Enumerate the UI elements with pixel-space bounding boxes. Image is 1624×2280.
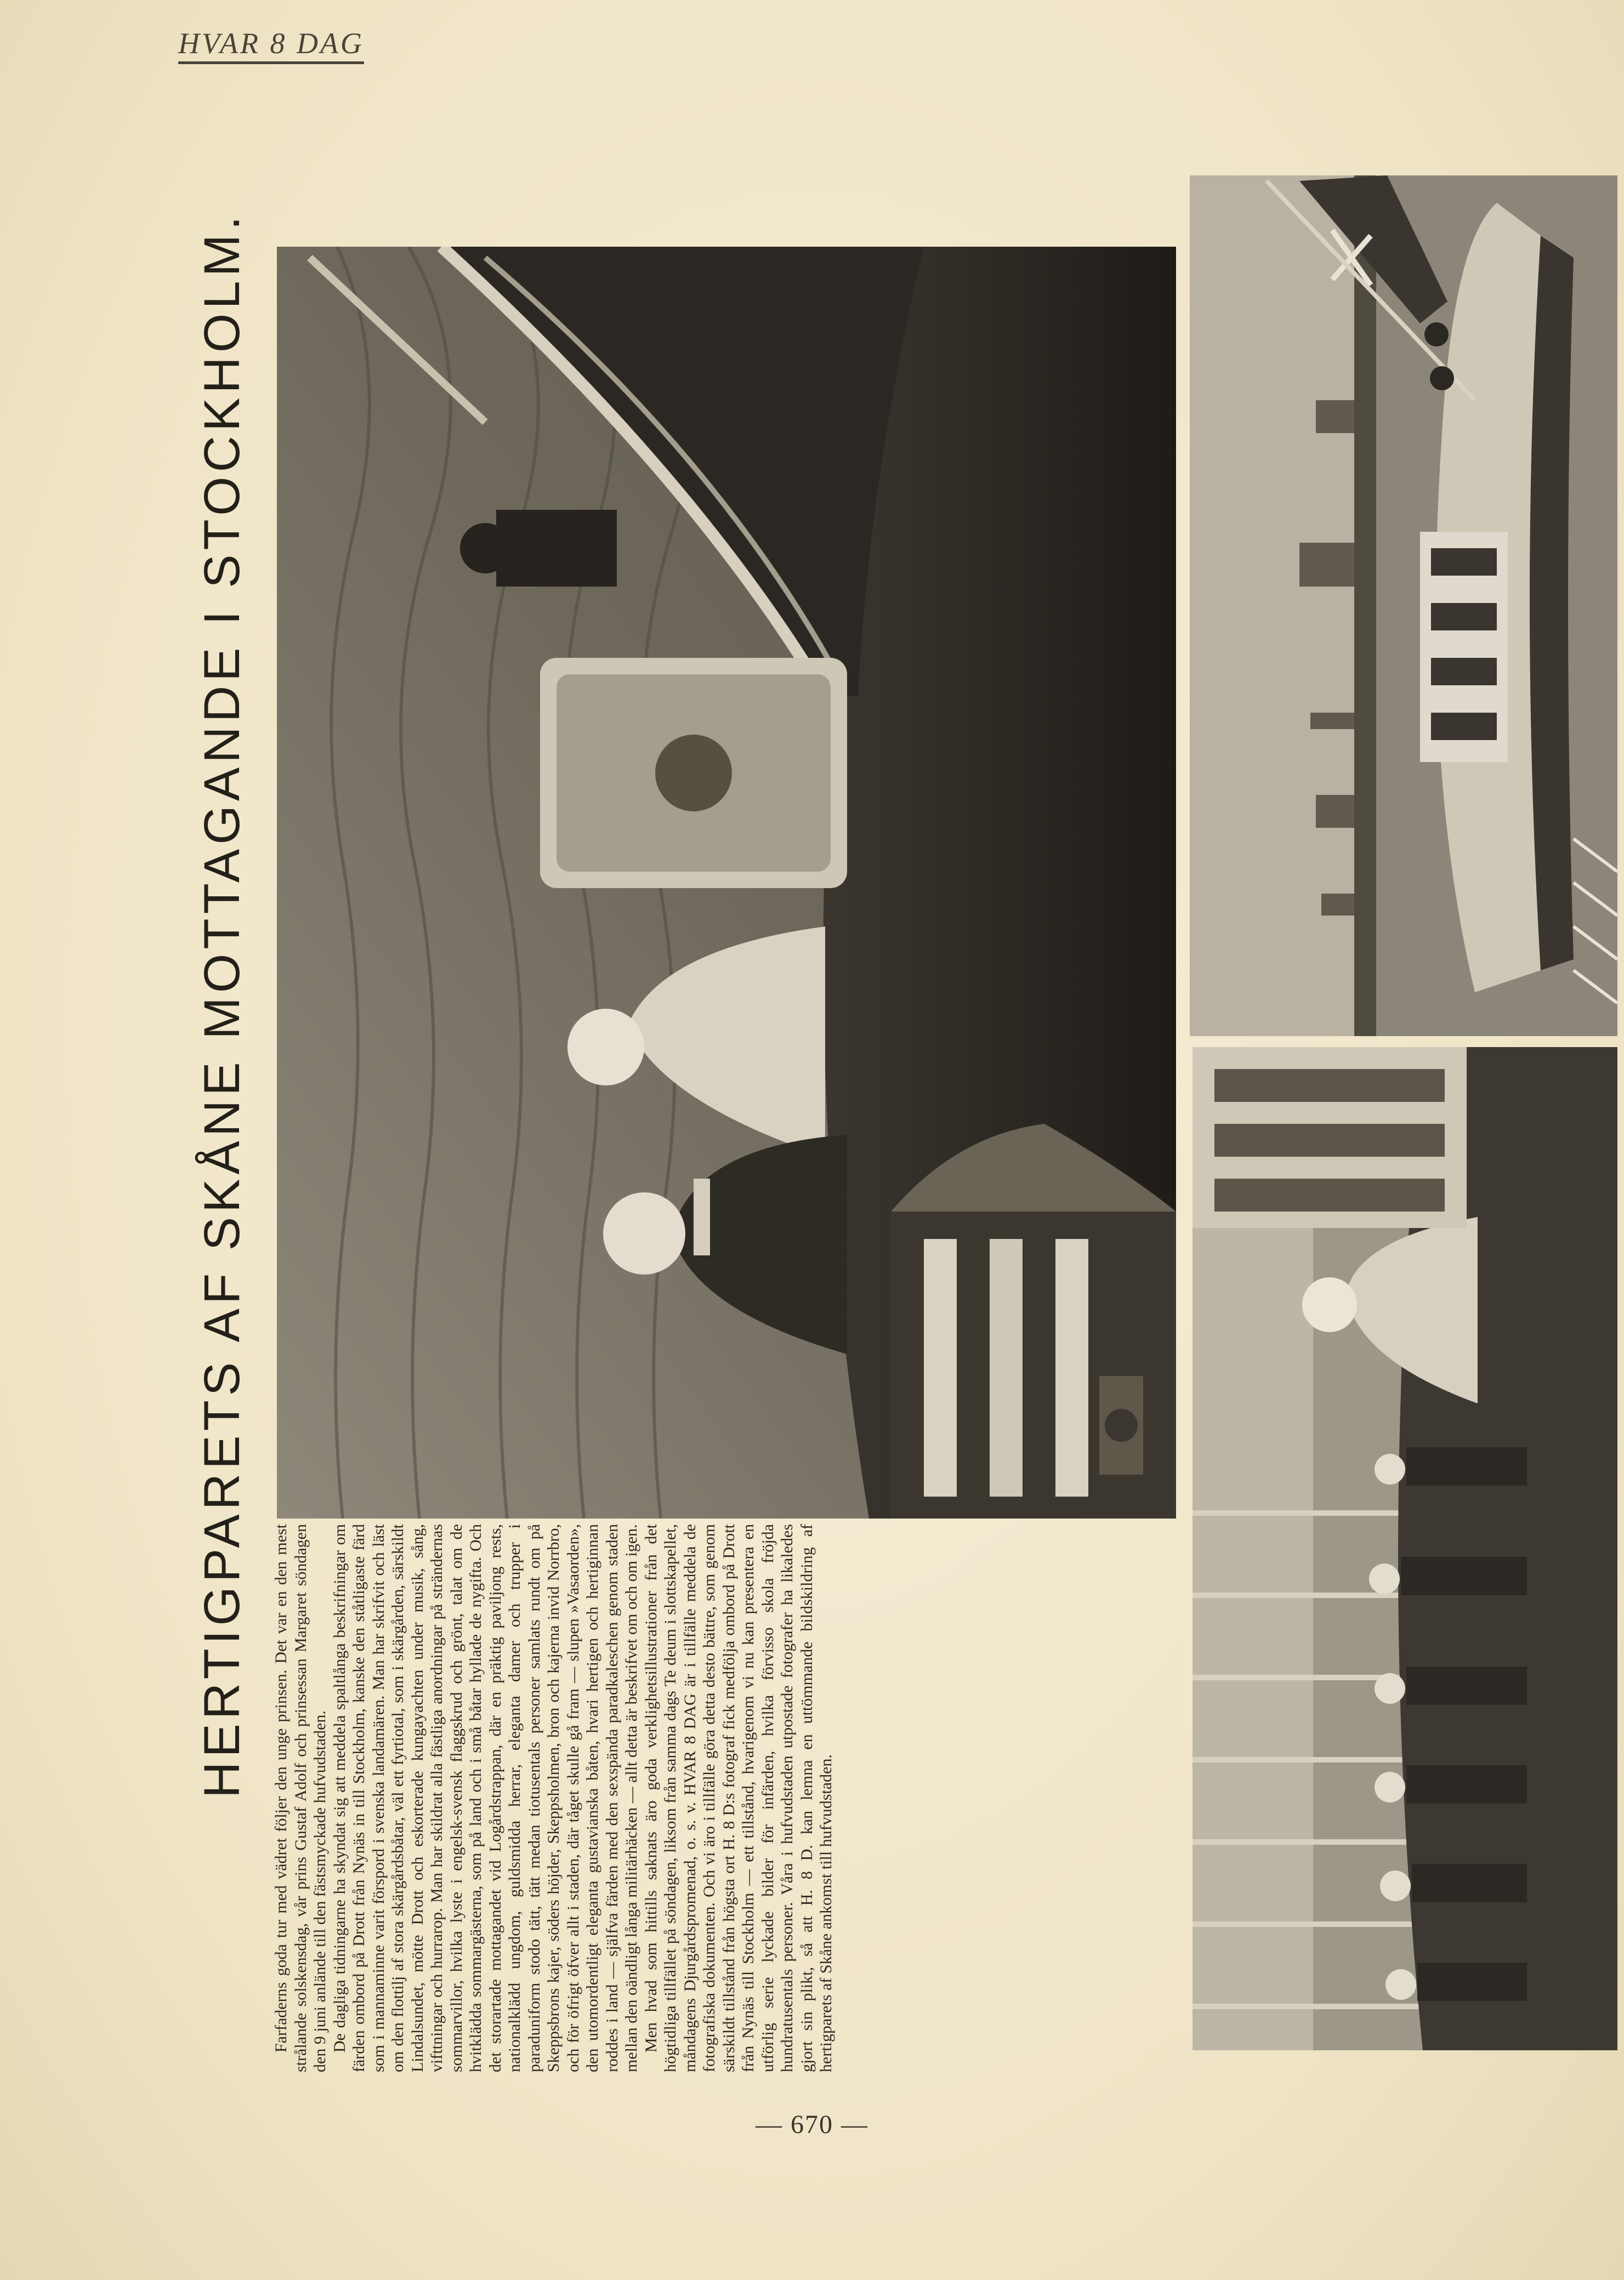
article-paragraph: De dagliga tidningarne ha skyndat sig att meddela spaltlånga beskrifningar om färden ombord på Drott från Nynäs in till Stockholm, kanske den ståtligaste färd som i mannaminne varit förspord i svenska landamären. Man har skrifvit och läst om den flottilj af stora skärgårdsbåtar, väl ett fyrtiotal, som i skärgården, särskildt Lindalsundet, mötte Drott och eskorterade kungayachten under musik, sång, vifttningar och hurrarop. Man har skildrat alla fästliga anordningar på strändernas sommarvillor, hvilka lyste i engelsk-svensk flaggskrud och grönt, talat om de hvitklädda sommargästerna, som på land och i små båtar hyllade de nygifta. Och det storartade mottagandet vid Logårdstrappan, där en präktig paviljong rests, nationalklädd ungdom, guldsmidda herrar, eleganta damer och trupper i paraduniform stodo tätt, tätt medan tiotusentals personer samlats rundt om på Skeppsbrons kajer, söders höjder, Skeppsholmen, bron och kajerna invid Norrbro, och för öfrigt öfver allt i staden, där tåget skulle gå fram — slupen »Vasaorden», den utomordentligt eleganta gustavianska båten, hvari hertigen och hertiginnan roddes i land — själfva färden med den sexspända paradkaleschen genom staden mellan den oändligt långa militärhäcken — allt detta är beskrifvet om och om igen. (330, 1524, 640, 2072)
article-body (271, 1524, 1094, 2072)
photo-state-barge-image (1190, 175, 1617, 1036)
photo-royal-couple-image (277, 247, 1176, 1519)
article-paragraph: Farfaderns goda tur med vädret följer den unge prinsen. Det var en den mest strålande solskensdag, vår prins Gustaf Adolf och prinsessan Margaret söndagen den 9 juni anlände till den fästsmyckade hufvudstaden. (272, 1524, 329, 2072)
rotated-spread (181, 164, 1624, 2072)
photo-royal-couple-in-boat (277, 247, 1176, 1519)
photo-rowers-image (1193, 1047, 1617, 2050)
running-head: HVAR 8 DAG (178, 26, 364, 64)
photo-rowers-and-guests-on-barge (1193, 1047, 1617, 2050)
page-number-text: — 670 — (756, 2110, 868, 2139)
article-paragraph: Men hvad som hittills saknats äro goda verklighetsillustrationer från det högtidliga tillfället på söndagen, liksom från samma dags Te deum i slottskapellet, måndagens Djurgårdspromenad, o. s. v. HVAR 8 DAG är i tillfälle meddela de fotografiska dokumenten. Och vi äro i tillfälle göra detta desto bättre, som genom särskildt tillstånd från högsta ort H. 8 D:s fotograf fick medfölja ombord på Drott från Nynäs till Stockholm — ett tillstånd, hvarigenom vi nu kan presentera en utförlig serie lyckade bilder för infärden, hvilka förvisso skola fröjda hundratusentals personer. Våra i hufvudstaden utpostade fotografer ha likaledes gjort sin plikt, så att H. 8 D. kan lemna en uttömmande bildskildring af hertigparets af Skåne ankomst till hufvudstaden. (641, 1524, 835, 2072)
headline: HERTIGPARETS AF SKÅNE MOTTAGANDE I STOCKHOLM. (194, 212, 250, 1798)
page-number (0, 2110, 1624, 2140)
photo-state-barge-with-flag (1190, 175, 1617, 1036)
